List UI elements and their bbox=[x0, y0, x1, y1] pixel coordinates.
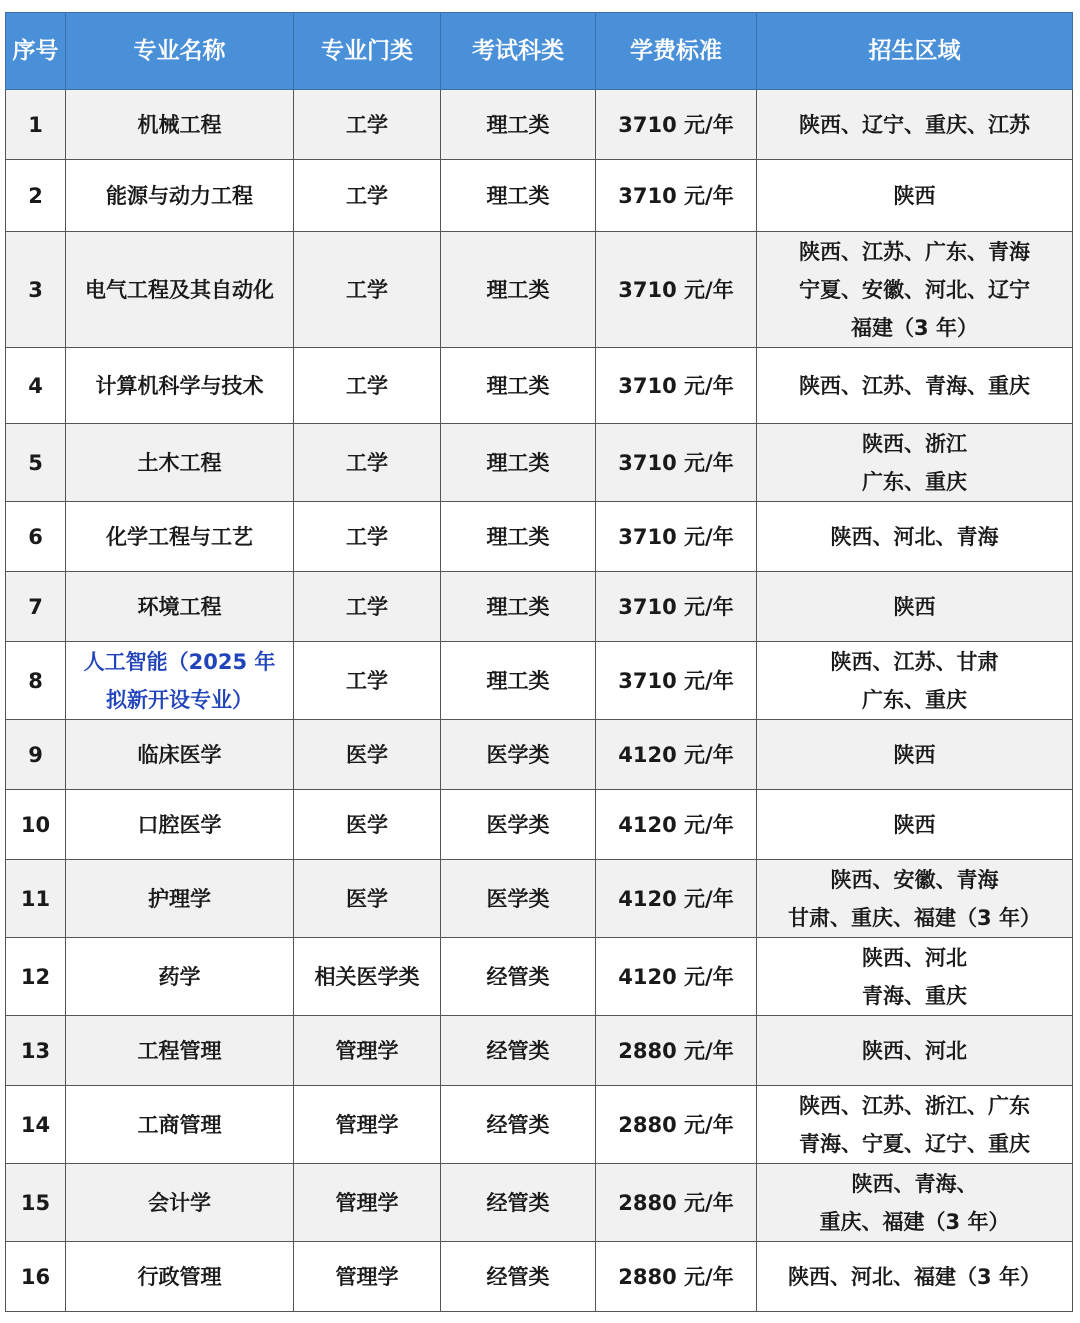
cell-fee: 3710 元/年 bbox=[596, 90, 757, 160]
cell-exam: 经管类 bbox=[441, 1242, 596, 1312]
cell-exam: 经管类 bbox=[441, 1086, 596, 1164]
table-row bbox=[6, 348, 1073, 424]
cell-region bbox=[757, 938, 1073, 1016]
cell-region bbox=[757, 1086, 1073, 1164]
cell-major: 环境工程 bbox=[66, 572, 294, 642]
cell-category: 管理学 bbox=[294, 1242, 441, 1312]
cell-category: 工学 bbox=[294, 348, 441, 424]
table-row bbox=[6, 160, 1073, 232]
cell-major: 会计学 bbox=[66, 1164, 294, 1242]
cell-category: 医学 bbox=[294, 790, 441, 860]
cell-region-line: 陕西、辽宁、重庆、江苏 bbox=[799, 112, 1030, 137]
header-region: 招生区域 bbox=[757, 13, 1073, 90]
cell-region-line: 陕西、江苏、青海、重庆 bbox=[799, 373, 1030, 398]
cell-seq: 9 bbox=[6, 720, 66, 790]
cell-region-line: 陕西、安徽、青海 bbox=[830, 867, 999, 892]
table-body bbox=[6, 90, 1073, 1312]
cell-seq: 2 bbox=[6, 160, 66, 232]
cell-category: 相关医学类 bbox=[294, 938, 441, 1016]
cell-major: 工商管理 bbox=[66, 1086, 294, 1164]
table-row bbox=[6, 860, 1073, 938]
cell-fee: 3710 元/年 bbox=[596, 348, 757, 424]
cell-major: 化学工程与工艺 bbox=[66, 502, 294, 572]
cell-region-line: 福建（3 年） bbox=[851, 315, 978, 340]
header-category: 专业门类 bbox=[294, 13, 441, 90]
cell-major bbox=[66, 642, 294, 720]
cell-category: 医学 bbox=[294, 860, 441, 938]
cell-seq: 14 bbox=[6, 1086, 66, 1164]
cell-major-line: 拟新开设专业） bbox=[106, 687, 253, 712]
header-fee: 学费标准 bbox=[596, 13, 757, 90]
cell-region-line: 广东、重庆 bbox=[862, 469, 967, 494]
cell-region bbox=[757, 232, 1073, 348]
cell-region-line: 陕西、江苏、浙江、广东 bbox=[799, 1093, 1030, 1118]
cell-major: 计算机科学与技术 bbox=[66, 348, 294, 424]
cell-seq: 11 bbox=[6, 860, 66, 938]
cell-category: 工学 bbox=[294, 232, 441, 348]
cell-region bbox=[757, 90, 1073, 160]
table-header-row bbox=[6, 13, 1073, 90]
cell-region-line: 重庆、福建（3 年） bbox=[819, 1209, 1010, 1234]
cell-region bbox=[757, 572, 1073, 642]
cell-region bbox=[757, 790, 1073, 860]
cell-fee: 2880 元/年 bbox=[596, 1016, 757, 1086]
table-row bbox=[6, 232, 1073, 348]
cell-region-line: 陕西、江苏、广东、青海 bbox=[799, 239, 1030, 264]
cell-major: 能源与动力工程 bbox=[66, 160, 294, 232]
cell-region-line: 陕西、河北 bbox=[862, 1038, 967, 1063]
header-major: 专业名称 bbox=[66, 13, 294, 90]
cell-region-line: 宁夏、安徽、河北、辽宁 bbox=[799, 277, 1030, 302]
cell-major: 电气工程及其自动化 bbox=[66, 232, 294, 348]
cell-seq: 6 bbox=[6, 502, 66, 572]
cell-seq: 15 bbox=[6, 1164, 66, 1242]
cell-region-line: 甘肃、重庆、福建（3 年） bbox=[788, 905, 1041, 930]
cell-category: 管理学 bbox=[294, 1164, 441, 1242]
cell-major: 口腔医学 bbox=[66, 790, 294, 860]
cell-exam: 医学类 bbox=[441, 860, 596, 938]
table-row bbox=[6, 572, 1073, 642]
cell-category: 工学 bbox=[294, 424, 441, 502]
cell-fee: 4120 元/年 bbox=[596, 720, 757, 790]
cell-exam: 经管类 bbox=[441, 1164, 596, 1242]
cell-region-line: 陕西、河北、青海 bbox=[830, 524, 999, 549]
cell-region bbox=[757, 424, 1073, 502]
cell-region-line: 陕西、河北、福建（3 年） bbox=[788, 1264, 1041, 1289]
enrollment-table bbox=[5, 12, 1073, 1312]
cell-category: 工学 bbox=[294, 160, 441, 232]
cell-region bbox=[757, 1164, 1073, 1242]
cell-exam: 理工类 bbox=[441, 642, 596, 720]
cell-seq: 4 bbox=[6, 348, 66, 424]
cell-seq: 5 bbox=[6, 424, 66, 502]
cell-major: 护理学 bbox=[66, 860, 294, 938]
cell-fee: 3710 元/年 bbox=[596, 232, 757, 348]
cell-fee: 4120 元/年 bbox=[596, 860, 757, 938]
table-row bbox=[6, 90, 1073, 160]
table-row bbox=[6, 790, 1073, 860]
cell-region bbox=[757, 1242, 1073, 1312]
cell-exam: 医学类 bbox=[441, 720, 596, 790]
cell-seq: 12 bbox=[6, 938, 66, 1016]
cell-major-line: 人工智能（2025 年 bbox=[83, 649, 276, 674]
cell-category: 工学 bbox=[294, 572, 441, 642]
cell-fee: 3710 元/年 bbox=[596, 502, 757, 572]
cell-exam: 理工类 bbox=[441, 90, 596, 160]
cell-exam: 理工类 bbox=[441, 160, 596, 232]
cell-region-line: 陕西 bbox=[893, 812, 936, 837]
cell-fee: 2880 元/年 bbox=[596, 1086, 757, 1164]
cell-region bbox=[757, 502, 1073, 572]
cell-region-line: 陕西 bbox=[893, 742, 936, 767]
cell-region-line: 青海、宁夏、辽宁、重庆 bbox=[799, 1131, 1030, 1156]
table-row bbox=[6, 1086, 1073, 1164]
cell-region-line: 陕西、河北 bbox=[862, 945, 967, 970]
header-seq: 序号 bbox=[6, 13, 66, 90]
cell-seq: 10 bbox=[6, 790, 66, 860]
cell-seq: 3 bbox=[6, 232, 66, 348]
cell-region-line: 广东、重庆 bbox=[862, 687, 967, 712]
table-row bbox=[6, 1016, 1073, 1086]
cell-fee: 3710 元/年 bbox=[596, 642, 757, 720]
cell-major: 土木工程 bbox=[66, 424, 294, 502]
cell-category: 工学 bbox=[294, 642, 441, 720]
enrollment-table-container bbox=[5, 12, 1073, 1312]
cell-category: 管理学 bbox=[294, 1016, 441, 1086]
table-row bbox=[6, 1164, 1073, 1242]
table-row bbox=[6, 1242, 1073, 1312]
table-row bbox=[6, 502, 1073, 572]
cell-region bbox=[757, 160, 1073, 232]
cell-exam: 理工类 bbox=[441, 572, 596, 642]
header-exam: 考试科类 bbox=[441, 13, 596, 90]
cell-region-line: 陕西 bbox=[893, 594, 936, 619]
cell-region bbox=[757, 720, 1073, 790]
cell-region bbox=[757, 1016, 1073, 1086]
cell-fee: 3710 元/年 bbox=[596, 572, 757, 642]
cell-region-line: 陕西 bbox=[893, 183, 936, 208]
cell-fee: 4120 元/年 bbox=[596, 790, 757, 860]
cell-seq: 16 bbox=[6, 1242, 66, 1312]
cell-exam: 理工类 bbox=[441, 424, 596, 502]
cell-exam: 理工类 bbox=[441, 348, 596, 424]
cell-major: 临床医学 bbox=[66, 720, 294, 790]
cell-seq: 7 bbox=[6, 572, 66, 642]
cell-region-line: 陕西、江苏、甘肃 bbox=[830, 649, 999, 674]
cell-exam: 理工类 bbox=[441, 232, 596, 348]
cell-major: 药学 bbox=[66, 938, 294, 1016]
cell-region bbox=[757, 642, 1073, 720]
cell-region bbox=[757, 860, 1073, 938]
cell-exam: 经管类 bbox=[441, 938, 596, 1016]
cell-fee: 2880 元/年 bbox=[596, 1242, 757, 1312]
cell-region-line: 青海、重庆 bbox=[862, 983, 967, 1008]
cell-major: 行政管理 bbox=[66, 1242, 294, 1312]
cell-category: 工学 bbox=[294, 502, 441, 572]
cell-category: 医学 bbox=[294, 720, 441, 790]
cell-fee: 3710 元/年 bbox=[596, 160, 757, 232]
cell-exam: 经管类 bbox=[441, 1016, 596, 1086]
cell-category: 工学 bbox=[294, 90, 441, 160]
cell-region-line: 陕西、浙江 bbox=[862, 431, 967, 456]
cell-region bbox=[757, 348, 1073, 424]
cell-fee: 4120 元/年 bbox=[596, 938, 757, 1016]
table-row bbox=[6, 642, 1073, 720]
table-row bbox=[6, 938, 1073, 1016]
cell-fee: 3710 元/年 bbox=[596, 424, 757, 502]
table-row bbox=[6, 424, 1073, 502]
cell-exam: 理工类 bbox=[441, 502, 596, 572]
cell-seq: 13 bbox=[6, 1016, 66, 1086]
table-row bbox=[6, 720, 1073, 790]
cell-category: 管理学 bbox=[294, 1086, 441, 1164]
cell-major: 机械工程 bbox=[66, 90, 294, 160]
cell-region-line: 陕西、青海、 bbox=[851, 1171, 978, 1196]
cell-seq: 1 bbox=[6, 90, 66, 160]
cell-seq: 8 bbox=[6, 642, 66, 720]
cell-exam: 医学类 bbox=[441, 790, 596, 860]
cell-major: 工程管理 bbox=[66, 1016, 294, 1086]
cell-fee: 2880 元/年 bbox=[596, 1164, 757, 1242]
